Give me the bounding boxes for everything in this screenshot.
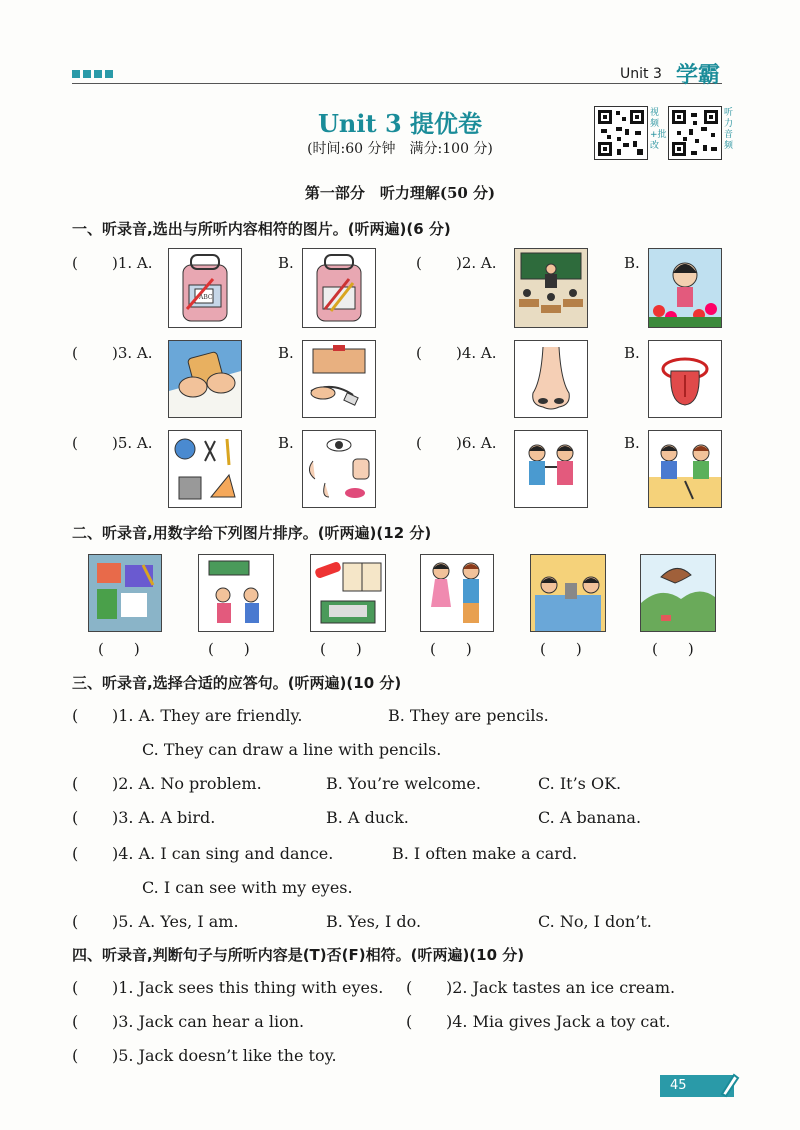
- option-b-label: B.: [278, 254, 294, 272]
- statement-2: )2. Jack tastes an ice cream.: [446, 978, 676, 997]
- q3-5-option-a: )5. A. Yes, I am.: [112, 912, 239, 931]
- q3-4-option-c: C. I can see with my eyes.: [142, 878, 353, 897]
- answer-paren[interactable]: (: [416, 254, 422, 272]
- question-3-number: )3. A.: [112, 344, 153, 362]
- kids-icon: [515, 431, 587, 507]
- q3-5-option-b: B. Yes, I do.: [326, 912, 422, 931]
- page-subtitle: (时间:60 分钟 满分:100 分): [307, 141, 493, 157]
- answer-paren[interactable]: (: [72, 344, 78, 362]
- q3-4-option-a: )4. A. I can sing and dance.: [112, 844, 334, 863]
- answer-paren[interactable]: (: [72, 1012, 79, 1031]
- kids-drawing-icon: [649, 431, 721, 507]
- qr-video-label: 视频+批改: [650, 108, 667, 151]
- answer-paren[interactable]: (: [72, 1046, 79, 1065]
- q3-2-option-c: C. It’s OK.: [538, 774, 622, 793]
- sequence-picture-3: [310, 554, 386, 632]
- section-2-heading: 二、听录音,用数字给下列图片排序。(听两遍)(12 分): [72, 524, 432, 542]
- answer-paren[interactable]: (: [72, 706, 79, 725]
- picture-tongue[interactable]: [648, 340, 722, 418]
- q3-2-option-a: )2. A. No problem.: [112, 774, 262, 793]
- q3-5-option-c: C. No, I don’t.: [538, 912, 652, 931]
- header-unit-label: Unit 3: [620, 66, 662, 82]
- order-blank-4[interactable]: ( ): [430, 640, 472, 658]
- classroom-icon: [515, 249, 587, 327]
- answer-paren[interactable]: (: [72, 774, 79, 793]
- page-title: Unit 3 提优卷: [318, 109, 482, 138]
- svg-text:ABC: ABC: [199, 294, 213, 301]
- order-blank-5[interactable]: ( ): [540, 640, 582, 658]
- pencil-box-icon: [303, 341, 375, 417]
- picture-backpack-full[interactable]: [168, 248, 242, 328]
- picture-kids-drawing[interactable]: [648, 430, 722, 508]
- part-one-heading: 第一部分 听力理解(50 分): [304, 184, 496, 202]
- statement-3: )3. Jack can hear a lion.: [112, 1012, 305, 1031]
- page-number: 45: [660, 1075, 734, 1097]
- body-parts-icon: [303, 431, 375, 507]
- brand-logo: 学霸: [676, 63, 721, 88]
- answer-paren[interactable]: (: [416, 434, 422, 452]
- answer-paren[interactable]: (: [72, 808, 79, 827]
- picture-pencilbox-eraser[interactable]: [302, 340, 376, 418]
- q3-1-option-a: )1. A. They are friendly.: [112, 706, 303, 725]
- question-6-number: )6. A.: [456, 434, 497, 452]
- option-b-label: B.: [624, 434, 640, 452]
- option-b-label: B.: [278, 344, 294, 362]
- question-5-number: )5. A.: [112, 434, 153, 452]
- sequence-picture-2: [198, 554, 274, 632]
- picture-school-supplies[interactable]: [168, 430, 242, 508]
- answer-paren[interactable]: (: [72, 912, 79, 931]
- pencil-icon: [718, 1072, 740, 1102]
- picture-girl-flowers[interactable]: [648, 248, 722, 328]
- question-1-number: )1. A.: [112, 254, 153, 272]
- kids-pencilbox-icon: [199, 555, 273, 631]
- eagle-landscape-icon: [641, 555, 715, 631]
- answer-paren[interactable]: (: [406, 978, 413, 997]
- sequence-picture-4: [420, 554, 494, 632]
- answer-paren[interactable]: (: [416, 344, 422, 362]
- header-rule: [72, 83, 722, 84]
- art-paper-icon: [89, 555, 161, 631]
- backpack-icon: [303, 249, 375, 327]
- q3-1-option-c: C. They can draw a line with pencils.: [142, 740, 442, 759]
- option-b-label: B.: [278, 434, 294, 452]
- question-4-number: )4. A.: [456, 344, 497, 362]
- order-blank-2[interactable]: ( ): [208, 640, 250, 658]
- kids-computer-icon: [531, 555, 605, 631]
- qr-code-video[interactable]: [594, 106, 648, 160]
- statement-1: )1. Jack sees this thing with eyes.: [112, 978, 384, 997]
- answer-paren[interactable]: (: [72, 434, 78, 452]
- qr-pattern-icon: [595, 107, 647, 159]
- sequence-picture-6: [640, 554, 716, 632]
- school-supplies-icon: [169, 431, 241, 507]
- tongue-icon: [649, 341, 721, 417]
- order-blank-6[interactable]: ( ): [652, 640, 694, 658]
- girl-flowers-icon: [649, 249, 721, 327]
- q3-3-option-a: )3. A. A bird.: [112, 808, 216, 827]
- sequence-picture-1: [88, 554, 162, 632]
- q3-4-option-b: B. I often make a card.: [392, 844, 578, 863]
- picture-body-parts[interactable]: [302, 430, 376, 508]
- section-4-heading: 四、听录音,判断句子与所听内容是(T)否(F)相符。(听两遍)(10 分): [72, 946, 525, 964]
- order-blank-3[interactable]: ( ): [320, 640, 362, 658]
- qr-audio-label: 听力音频: [724, 108, 734, 151]
- q3-3-option-b: B. A duck.: [326, 808, 409, 827]
- picture-kids-greeting[interactable]: [514, 430, 588, 508]
- question-2-number: )2. A.: [456, 254, 497, 272]
- answer-paren[interactable]: (: [406, 1012, 413, 1031]
- order-blank-1[interactable]: ( ): [98, 640, 140, 658]
- option-b-label: B.: [624, 254, 640, 272]
- q3-3-option-c: C. A banana.: [538, 808, 642, 827]
- statement-5: )5. Jack doesn’t like the toy.: [112, 1046, 337, 1065]
- qr-code-audio[interactable]: [668, 106, 722, 160]
- section-3-heading: 三、听录音,选择合适的应答句。(听两遍)(10 分): [72, 674, 402, 692]
- header-decoration: [72, 70, 113, 78]
- answer-paren[interactable]: (: [72, 978, 79, 997]
- option-b-label: B.: [624, 344, 640, 362]
- sequence-picture-5: [530, 554, 606, 632]
- qr-pattern-icon: [669, 107, 721, 159]
- answer-paren[interactable]: (: [72, 254, 78, 272]
- answer-paren[interactable]: (: [72, 844, 79, 863]
- hands-icon: [169, 341, 241, 417]
- boy-girl-icon: [421, 555, 493, 631]
- picture-classroom[interactable]: [514, 248, 588, 328]
- book-pencilcase-icon: [311, 555, 385, 631]
- statement-4: )4. Mia gives Jack a toy cat.: [446, 1012, 671, 1031]
- picture-backpack-pencils[interactable]: [302, 248, 376, 328]
- q3-1-option-b: B. They are pencils.: [388, 706, 549, 725]
- section-1-heading: 一、听录音,选出与所听内容相符的图片。(听两遍)(6 分): [72, 220, 451, 238]
- nose-icon: [515, 341, 587, 417]
- backpack-icon: [169, 249, 241, 327]
- picture-hand-eraser[interactable]: [168, 340, 242, 418]
- q3-2-option-b: B. You’re welcome.: [326, 774, 481, 793]
- picture-nose[interactable]: [514, 340, 588, 418]
